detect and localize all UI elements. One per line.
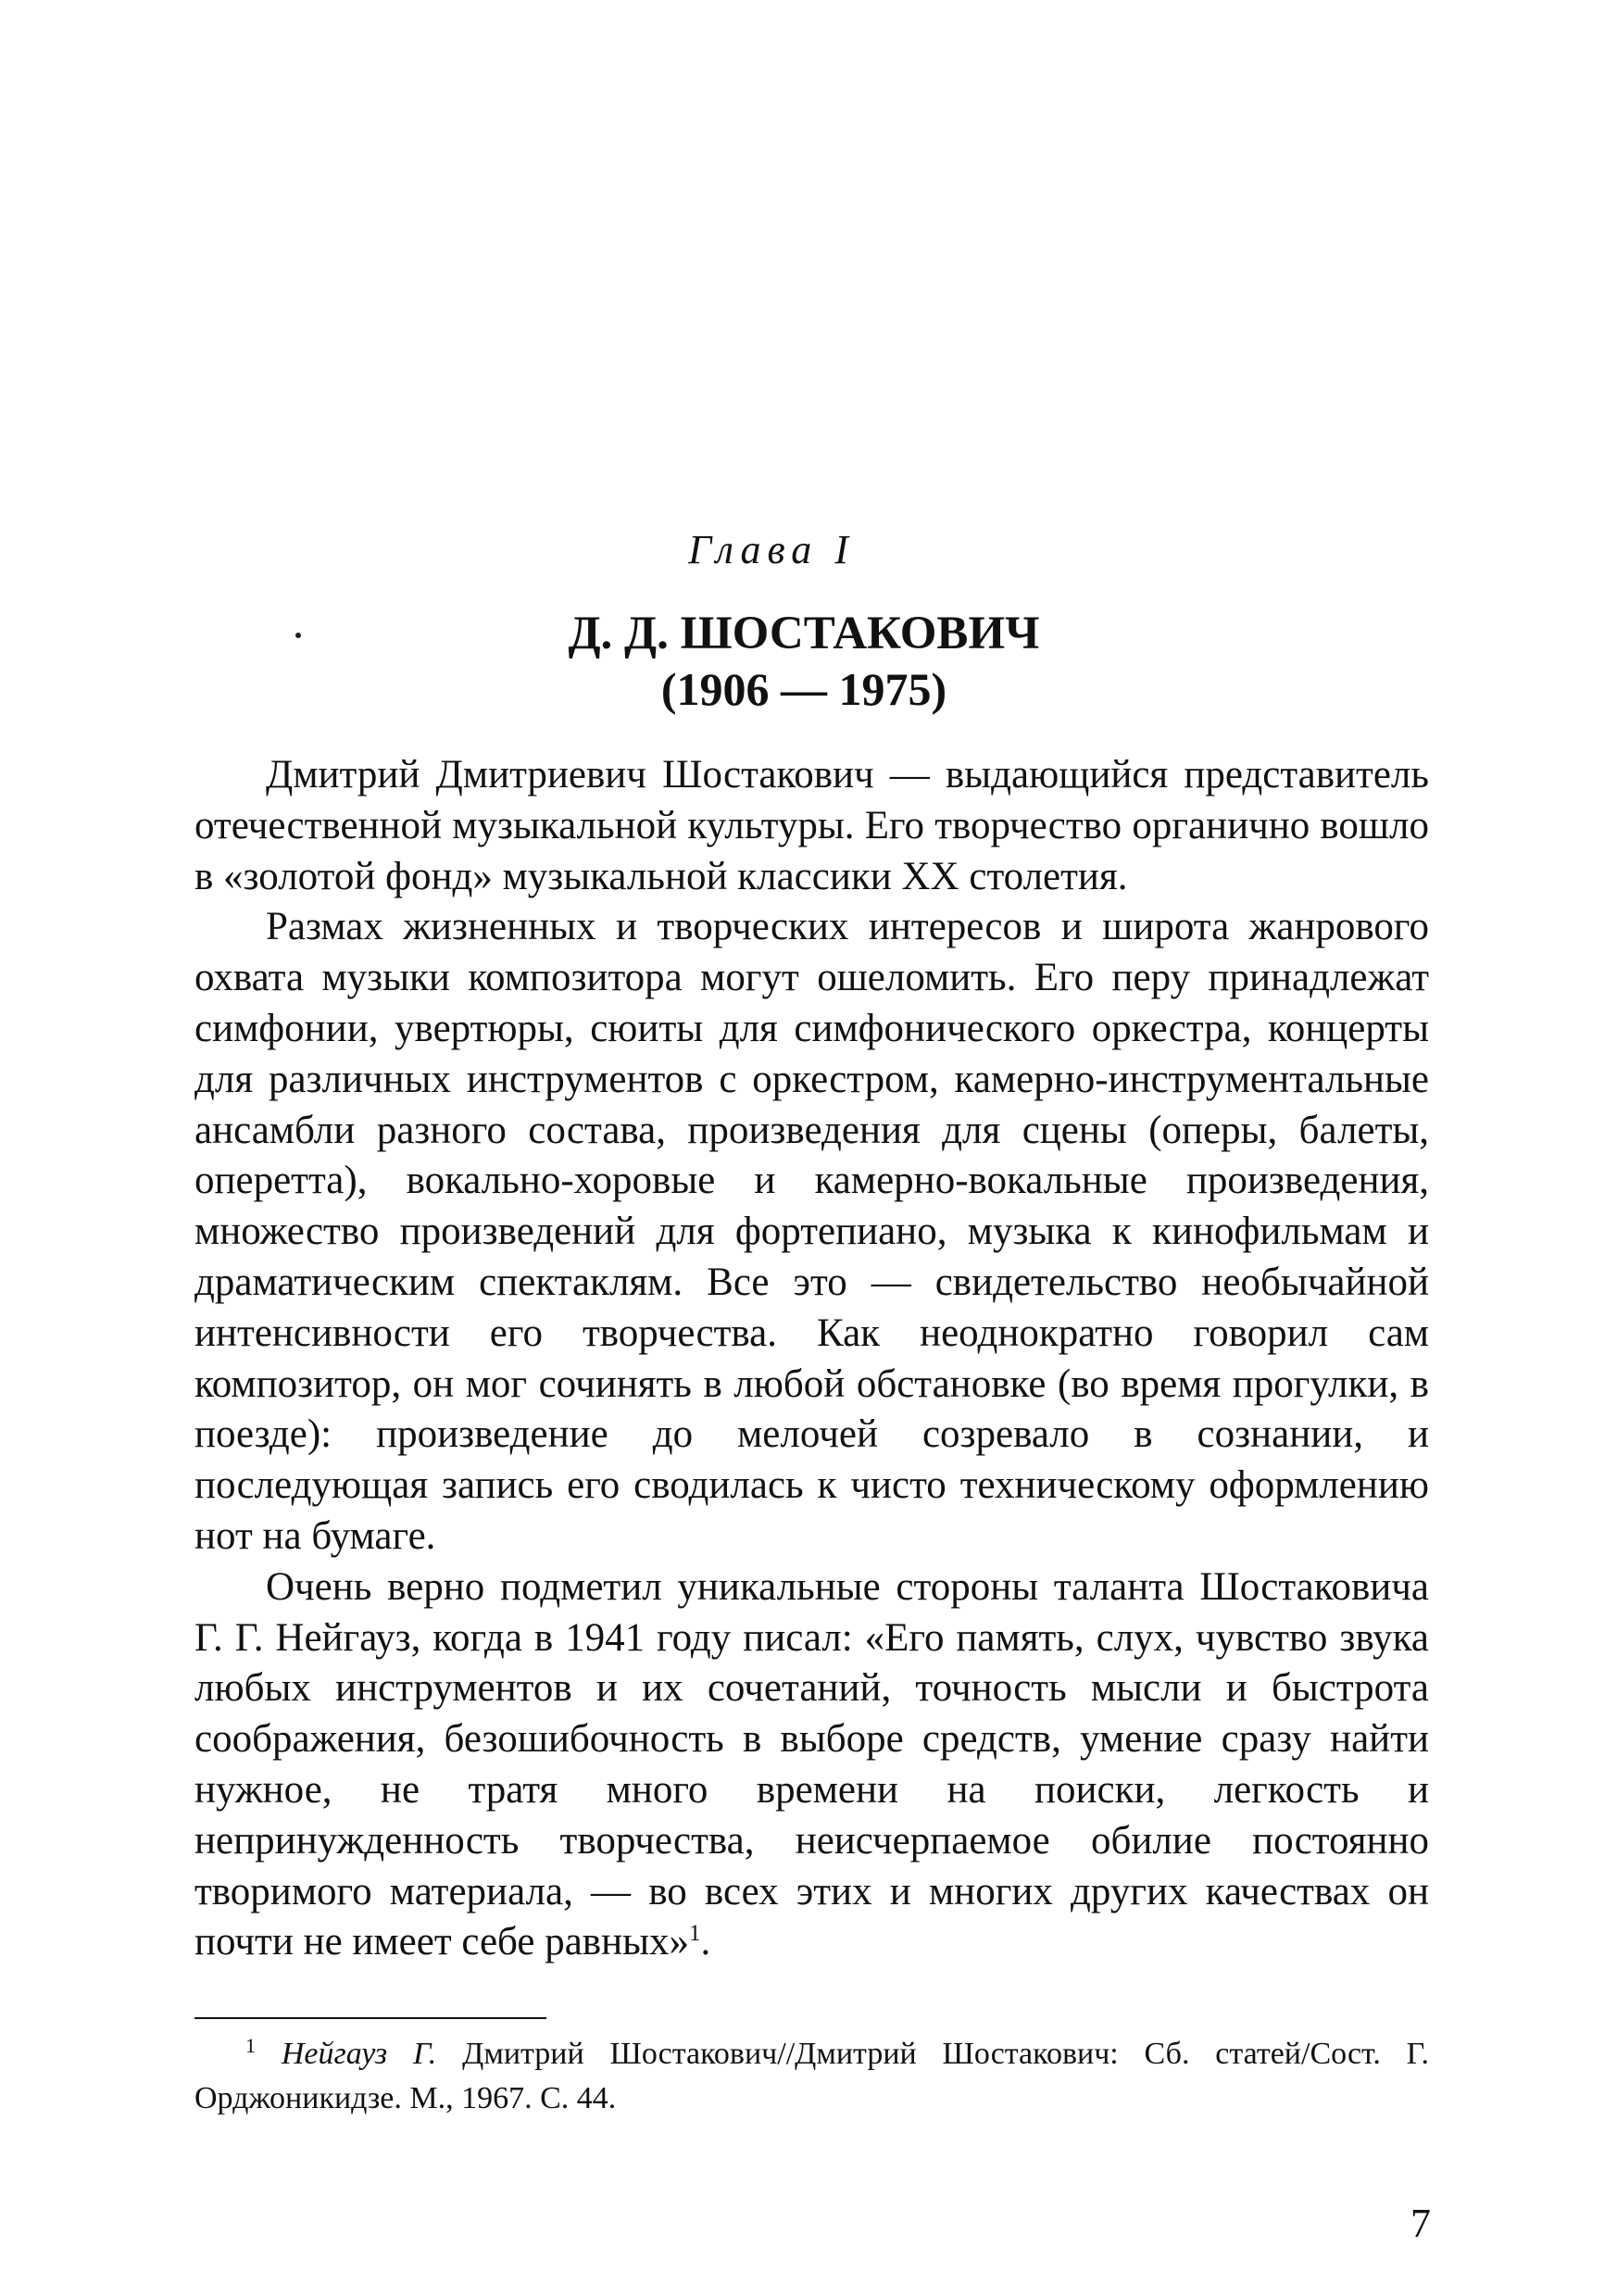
footnote-marker: 1 xyxy=(245,2034,256,2057)
chapter-years: (1906 — 1975) xyxy=(660,663,947,715)
footnote-divider xyxy=(194,2017,546,2019)
page-number: 7 xyxy=(1410,2201,1431,2246)
paragraph-3 xyxy=(194,1562,1429,1968)
footnote xyxy=(194,2032,1429,2121)
chapter-title: Д. Д. ШОСТАКОВИЧ xyxy=(568,608,1040,659)
footnote-text: Дмитрий Шостакович//Дмитрий Шостакович: Сб. статей/Сост. Г. Орджоникидзе. М., 1967. С. 44. xyxy=(194,2037,1429,2115)
paragraph-text: Дмитрий Дмитриевич Шостакович — выдающийся представитель отечественной музыкальной культуры. Его творчество органично вошло в «золотой фонд» музыкальной классики XX столетия. xyxy=(194,753,1429,898)
paragraph-tail: . xyxy=(700,1920,711,1964)
paragraph-1 xyxy=(194,750,1429,902)
body-text xyxy=(194,750,1429,1968)
chapter-label: Глава I xyxy=(688,527,855,572)
footnote-paragraph xyxy=(194,2032,1429,2121)
footnote-reference[interactable]: 1 xyxy=(689,1921,701,1947)
paragraph-text: Размах жизненных и творческих интересов и широта жанрового охвата музыки композитора могут ошеломить. Его перу принадлежат симфонии, увертюры, сюиты для симфонического оркестра, концерты для различных инструментов с оркестром, камерно-инструментальные ансамбли разного состава, произведения для сцены (оперы, балеты, оперетта), вокально-хоровые и камерно-вокальные произведения, множество произведений для фортепиано, музыка к кинофильмам и драматическим спектаклям. Все это — свидетельство необычайной интенсивности его творчества. Как неоднократно говорил сам композитор, он мог сочинять в любой обстановке (во время прогулки, в поезде): произведение до мелочей созревало в сознании, и последующая запись его сводилась к чисто техническому оформлению нот на бумаге. xyxy=(194,905,1429,1558)
footnote-author: Нейгауз Г. xyxy=(281,2037,437,2071)
paragraph-2 xyxy=(194,902,1429,1562)
paragraph-text: Очень верно подметил уникальные стороны таланта Шостаковича Г. Г. Нейгауз, когда в 1941 году писал: «Его память, слух, чувство звука любых инструментов и их сочетаний, точность мысли и быстрота соображения, безошибочность в выборе средств, умение сразу найти нужное, не тратя много времени на поиски, легкость и непринужденность творчества, неисчерпаемое обилие постоянно творимого материала, — во всех этих и многих других качествах он почти не имеет себе равных» xyxy=(194,1564,1429,1964)
